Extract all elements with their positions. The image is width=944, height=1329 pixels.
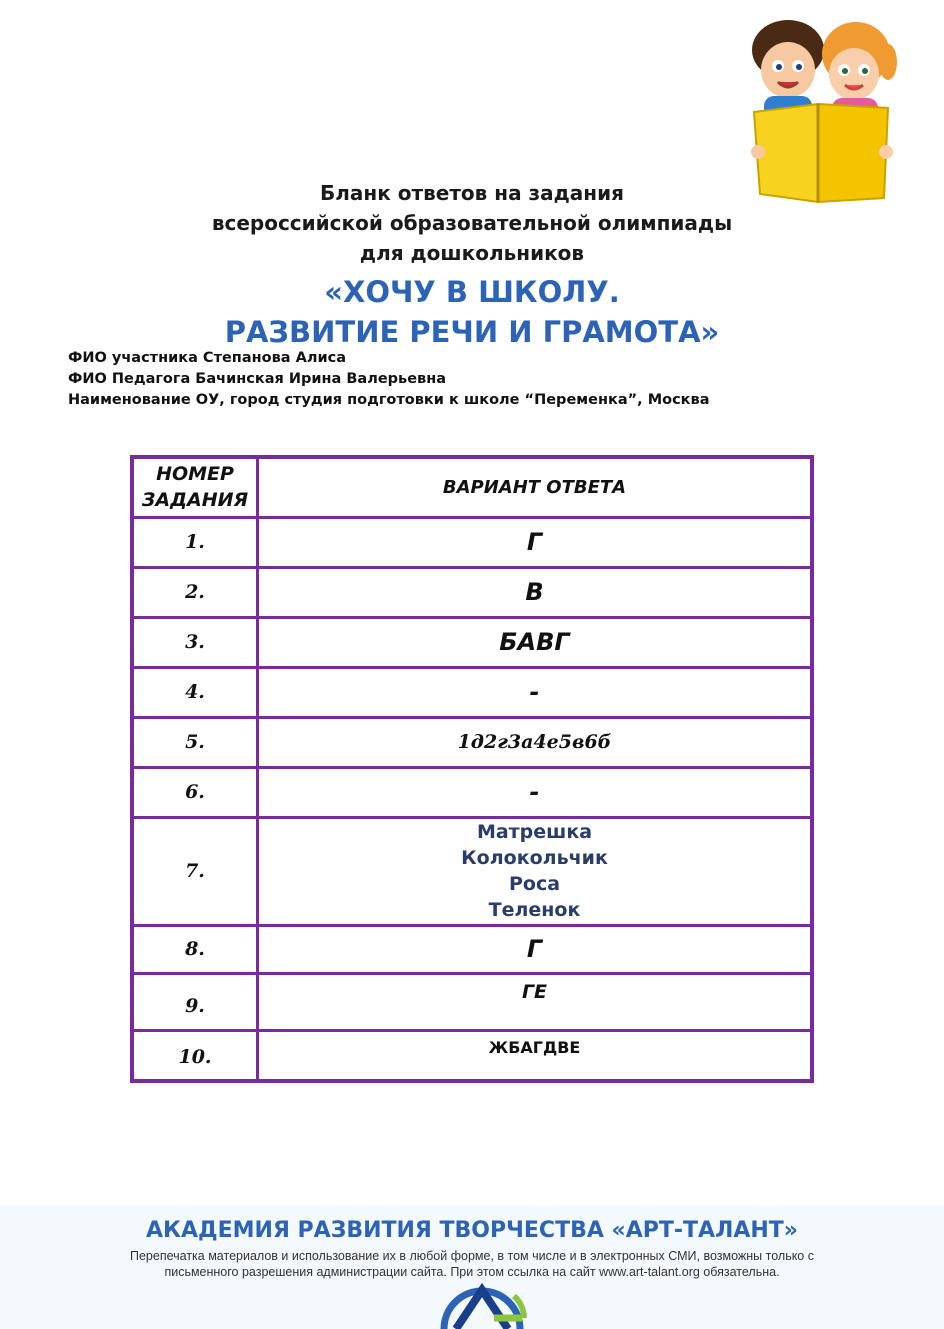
table-row [132, 717, 812, 767]
task-number: 6. [132, 767, 258, 817]
table-row [132, 517, 812, 567]
answers-table [130, 455, 814, 1083]
table-row [132, 925, 812, 973]
task-answer: В [258, 567, 813, 617]
answer-list-item: Роса [508, 873, 561, 895]
olympiad-title-line-1: «ХОЧУ В ШКОЛУ. [324, 275, 620, 309]
task-number: 1. [132, 517, 258, 567]
task-number: 2. [132, 567, 258, 617]
header-line-2: всероссийской образовательной олимпиады [211, 211, 733, 235]
table-row [132, 817, 812, 925]
table-row [132, 767, 812, 817]
answer-list-item: Матрешка [476, 821, 593, 843]
task-number: 8. [132, 925, 258, 973]
olympiad-title-line-2: РАЗВИТИЕ РЕЧИ И ГРАМОТА» [224, 315, 720, 349]
school-name: Наименование ОУ, город студия подготовки к школе “Переменка”, Москва [68, 392, 710, 408]
header-number-line-2: ЗАДАНИЯ [141, 489, 249, 512]
table-row [132, 1030, 812, 1081]
task-answer: 1д2г3а4е5в6б [258, 717, 813, 767]
header-answer-cell [258, 457, 813, 517]
kids-reading-illustration [738, 12, 898, 204]
task-answer: Г [258, 517, 813, 567]
task-answer-list [258, 817, 813, 925]
header-line-3: для дошкольников [359, 241, 585, 265]
task-number: 3. [132, 617, 258, 667]
answer-list-item: Теленок [488, 899, 581, 921]
student-name: ФИО участника Степанова Алиса [68, 350, 346, 366]
task-answer: - [258, 667, 813, 717]
task-answer: БАВГ [258, 617, 813, 667]
participant-info [68, 348, 709, 411]
task-answer: Г [258, 925, 813, 973]
footer-note-line-1: Перепечатка материалов и использование их в любой форме, в том числе и в электронных СМИ, возможны только с [129, 1249, 814, 1263]
task-number: 5. [132, 717, 258, 767]
task-answer: - [258, 767, 813, 817]
header-number-cell [132, 457, 258, 517]
footer-academy-title: АКАДЕМИЯ РАЗВИТИЯ ТВОРЧЕСТВА «АРТ-ТАЛАНТ» [145, 1218, 799, 1243]
task-number: 7. [132, 817, 258, 925]
task-answer: ЖБАГДВЕ [258, 1030, 813, 1081]
art-talant-logo [436, 1278, 528, 1329]
task-number: 9. [132, 973, 258, 1030]
footer-note-line-2: письменного разрешения администрации сайта. При этом ссылка на сайт www.art-talant.org обязательна. [164, 1265, 780, 1279]
answer-list-item: Колокольчик [461, 847, 608, 869]
table-row [132, 567, 812, 617]
teacher-name: ФИО Педагога Бачинская Ирина Валерьевна [68, 371, 447, 387]
table-row [132, 973, 812, 1030]
table-header-row [132, 457, 812, 517]
table-row [132, 667, 812, 717]
header-line-1: Бланк ответов на задания [320, 181, 624, 205]
task-number: 10. [132, 1030, 258, 1081]
header-number-line-1: НОМЕР [156, 463, 234, 486]
footer-copyright-note [90, 1248, 854, 1280]
task-number: 4. [132, 667, 258, 717]
header-answer-label: ВАРИАНТ ОТВЕТА [442, 476, 627, 498]
table-row [132, 617, 812, 667]
task-answer: ГЕ [258, 973, 813, 1030]
document-header [0, 178, 944, 352]
